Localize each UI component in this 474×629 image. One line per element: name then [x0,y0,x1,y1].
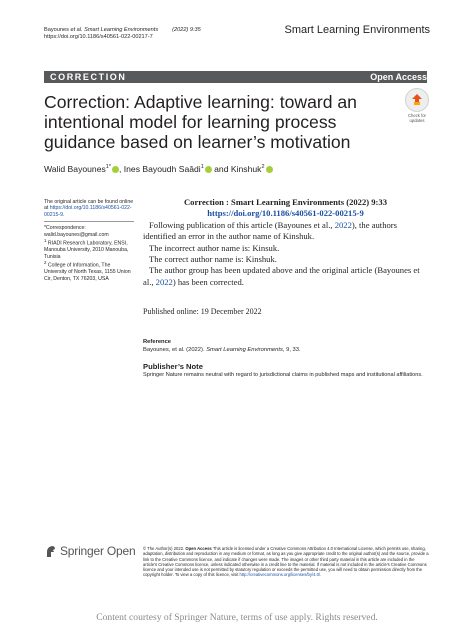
citation-journal: et al. Smart Learning Environments [70,27,159,33]
reference-link[interactable]: 2022 [334,219,352,230]
header-doi[interactable]: https://doi.org/10.1186/s40561-022-00217-7 [44,34,153,41]
original-article-link[interactable]: https://doi.org/10.1186/s40561-022-00215-9. [44,205,132,218]
open-access-label: Open Access [370,72,427,82]
affiliation-2: $^2$ College of Information, The University of North Texas, 1155 Union Cir, Denton, TX 76203, USA [44,259,131,282]
publishers-note-text: Springer Nature remains neutral with regard to jurisdictional claims in published maps and institutional affiliations. [143,372,423,378]
reference-heading: Reference [143,339,172,345]
running-header-citation [44,27,201,41]
correct-name-line: The correct author name is: Kinshuk. [149,254,277,265]
author-list: Walid Bayounes$^{1*}$ , Ines Bayoudh Saâdi$^1$ and Kinshuk$^2$ [44,164,273,174]
correction-doi-link[interactable]: https://doi.org/10.1186/s40561-022-00215-9 [207,208,364,219]
springer-horse-icon [44,545,57,558]
incorrect-name-line: The incorrect author name is: Kinsuk. [149,242,280,253]
author-name[interactable]: Ines Bayoudh Saâdi [123,164,201,174]
springer-open-logo: Springer Open [44,544,135,558]
author-name[interactable]: Kinshuk [230,164,262,174]
check-for-updates-label: Check for updates [408,113,426,123]
affiliation-1: $^1$ RIADI Research Laboratory, ENSI, Manouba University, 2010 Manouba, Tunisia [44,238,129,260]
published-online-date: Published online: 19 December 2022 [143,307,262,316]
correction-paragraph-1: Following publication of this article (Bayounes et al., 2022), the authors identified an error in the author name of Kinshuk. [143,219,397,242]
publishers-note-heading: Publisher’s Note [143,362,203,371]
check-for-updates-button[interactable] [405,88,429,112]
correspondence-email[interactable]: walid.bayounes@gmail.com [44,231,109,238]
article-sidebar [44,199,134,282]
citation-year-volume: (2022) 9:35 [172,27,201,33]
orcid-icon[interactable] [205,166,212,173]
orcid-icon[interactable] [112,166,119,173]
orcid-icon[interactable] [266,166,273,173]
check-updates-icon [409,92,425,108]
correction-citation: Correction : Smart Learning Environments (2022) 9:33 [183,197,388,207]
correspondence-label: *Correspondence: [44,225,86,232]
author-name[interactable]: Walid Bayounes [44,164,106,174]
correction-paragraph-2: The author group has been updated above and the original article (Bayounes et al., 2022) has been corrected. [143,265,420,287]
divider [44,221,134,222]
citation-authors: Bayounes [44,27,69,33]
article-title: Correction: Adaptive learning: toward an intentional model for learning process guidance based on learner’s motivation [44,92,357,152]
reference-entry: Bayounes, et al. (2022). Smart Learning Environments, 9, 33. [143,347,301,353]
journal-name: Smart Learning Environments [284,24,430,36]
license-link[interactable]: http://creativecommons.org/licenses/by/4.0/. [239,572,322,578]
article-type-label: CORRECTION [50,72,127,82]
original-article-note: The original article can be found online at https://doi.org/10.1186/s40561-022-00215-9. [44,199,134,218]
license-text: © The Author(s) 2022. Open Access This article is licensed under a Creative Commons Attribution 4.0 International License, which permits use, sharing, adaptation, distribution and reproduction in any medium or format, as long as you give appropriate credit to the original author(s) and the source, provide a link to the Creative Commons licence, and indicate if changes were made. The images or other third party material in this article are included in the article's Creative Commons licence, unless indicated otherwise in a credit line to the material. If material is not included in the article's Creative Commons licence and your intended use is not permitted by statutory regulation or exceeds the permitted use, you will need to obtain permission directly from the copyright holder. To view a copy of this licence, visit http://creativecommons.org/licenses/by/4.0/. [143,546,429,578]
reference-link[interactable]: 2022 [155,276,173,287]
content-courtesy-note: Content courtesy of Springer Nature, terms of use apply. Rights reserved. [96,612,378,623]
correction-body [143,197,428,288]
